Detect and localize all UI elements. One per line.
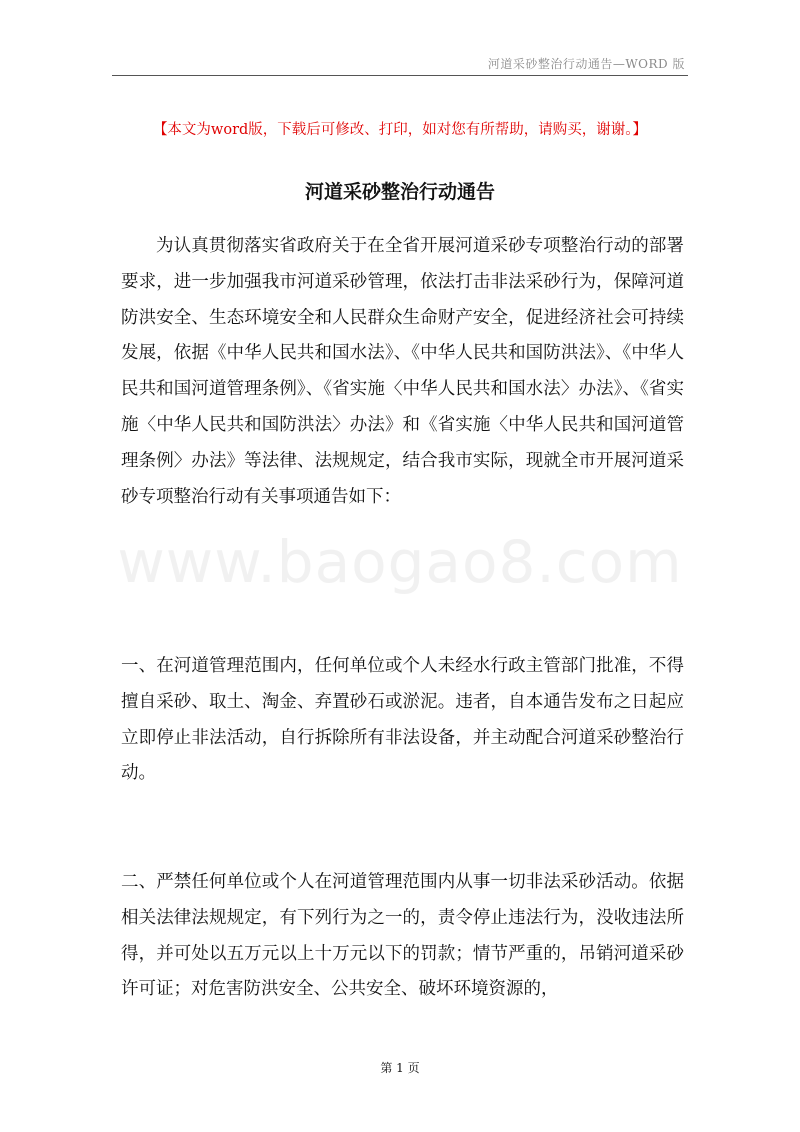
watermark: www.baogao8.com xyxy=(117,528,683,596)
intro-paragraph: 为认真贯彻落实省政府关于在全省开展河道采砂专项整治行动的部署要求，进一步加强我市河道采砂管理，依法打击非法采砂行为，保障河道防洪安全、生态环境安全和人民群众生命财产安全，促进经济社会可持续发展，依据《中华人民共和国水法》、《中华人民共和国防洪法》、《中华人民共和国河道管理条例》、《省实施〈中华人民共和国水法〉办法》、《省实施〈中华人民共和国防洪法〉办法》和《省实施〈中华人民共和国河道管理条例〉办法》等法律、法规规定，结合我市实际，现就全市开展河道采砂专项整治行动有关事项通告如下： xyxy=(121,236,684,507)
document-title: 河道采砂整治行动通告 xyxy=(304,181,495,203)
download-notice: 【本文为word版，下载后可修改、打印，如对您有所帮助，请购买，谢谢。】 xyxy=(152,122,648,138)
clause-one-paragraph: 一、在河道管理范围内，任何单位或个人未经水行政主管部门批准，不得擅自采砂、取土、淘金、弃置砂石或淤泥。违者，自本通告发布之日起应立即停止非法活动，自行拆除所有非法设备，并主动配合河道采砂整治行动。 xyxy=(121,656,684,784)
header-divider xyxy=(112,75,688,76)
clause-two-paragraph: 二、严禁任何单位或个人在河道管理范围内从事一切非法采砂活动。依据相关法律法规规定，有下列行为之一的，责令停止违法行为，没收违法所得，并可处以五万元以上十万元以下的罚款；情节严重的，吊销河道采砂许可证；对危害防洪安全、公共安全、破坏环境资源的， xyxy=(121,872,684,1000)
running-header: 河道采砂整治行动通告—WORD 版 xyxy=(487,57,685,71)
page-number: 第 1 页 xyxy=(380,1061,420,1075)
